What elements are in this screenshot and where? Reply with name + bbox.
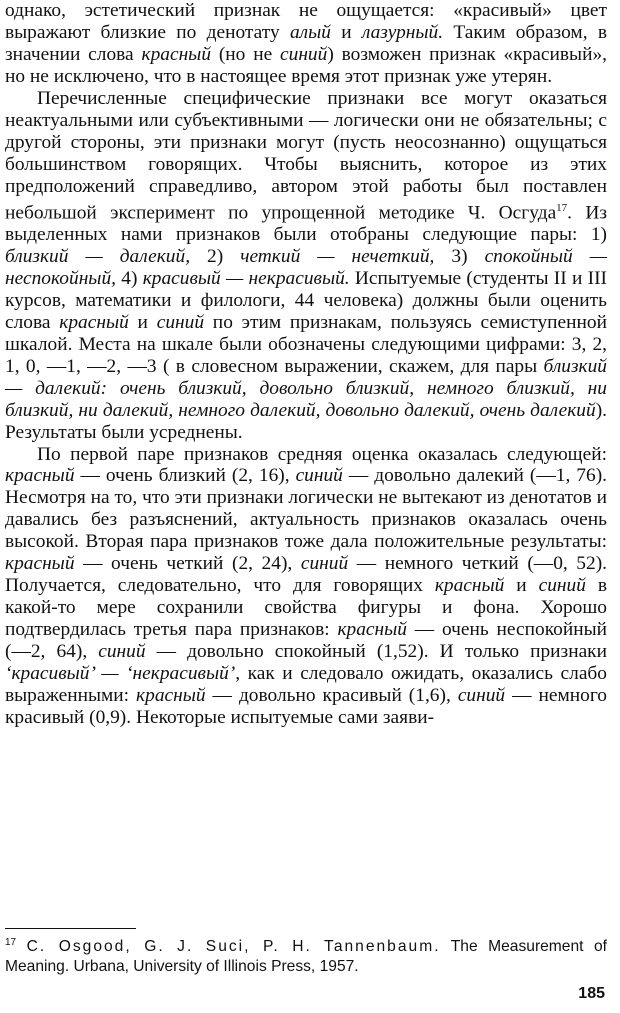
text-run: Таким образом, в значении слова xyxy=(5,21,607,65)
italic-text: красный xyxy=(136,685,206,707)
page-number: 185 xyxy=(578,985,605,1002)
text-run: ). Результаты были усреднены. xyxy=(5,399,607,443)
text-run: . Из выделенных нами признаков были отобраны следующие пары: 1) xyxy=(5,202,607,245)
paragraph xyxy=(5,88,607,444)
italic-text: синий xyxy=(538,575,586,597)
paragraph xyxy=(5,444,607,729)
text-run: 3) xyxy=(434,245,485,267)
italic-text: синий xyxy=(98,641,146,663)
text-run: — очень близкий (2, 16), xyxy=(74,465,296,487)
italic-text: близкий — далекий, xyxy=(5,245,191,267)
italic-text: красный xyxy=(59,311,129,333)
text-run: и xyxy=(128,311,157,333)
italic-text: красный xyxy=(337,619,407,641)
text-run: по этим признакам, пользуясь семиступенной шкалой. Места на шкале были обозначены следующими цифрами: 3, 2, 1, 0, —1, —2, —3 ( в словесном выражении, скажем, для пары xyxy=(5,311,607,377)
text-run: По первой паре признаков средняя оценка оказалась следующей: xyxy=(37,443,607,465)
italic-text: близкий — далекий: очень близкий, довольно близкий, немного близкий, ни близкий, ни далекий, немного далекий, довольно далекий, очень далекий xyxy=(5,355,607,421)
text-run: ) возможен признак «красивый», но не исключено, что в настоящее время этот признак уже утерян. xyxy=(5,43,607,87)
italic-text: синий xyxy=(457,685,506,707)
italic-text: ‘красивый’ — ‘некрасивый’, xyxy=(5,663,241,685)
body-text xyxy=(5,0,607,729)
text-run: 2) xyxy=(190,245,241,267)
footnote xyxy=(5,933,607,977)
italic-text: алый xyxy=(289,21,331,43)
text-run: Перечисленные специфические признаки все могут оказаться неактуальными или субъективными — логически они не обязательны; с другой стороны, эти признаки могут (пусть неосознанно) ощущаться большинством говорящих. Чтобы выяснить, которое из этих предположений справедливо, автором этой работы был поставлен небольшой эксперимент по упрощенной методике Ч. Осгуда xyxy=(5,87,607,224)
paragraph xyxy=(5,0,607,88)
text-run: 4) xyxy=(115,267,143,289)
text-run: — довольно далекий (—1, 76). Несмотря на то, что эти признаки логически не вытекают из денотатов и давались без разъяснений, актуальность признаков оказалась очень высокой. Вторая пара признаков тоже дала положительные результаты: xyxy=(5,465,607,553)
text-run: в какой-то мере сохранили свойства фигуры и фона. Хорошо подтвердилась третья пара признаков: xyxy=(5,575,607,641)
italic-text: красный xyxy=(141,43,212,65)
italic-text: спокойный — неспокойный, xyxy=(5,245,607,289)
footnote-separator xyxy=(5,928,136,929)
italic-text: красный xyxy=(5,465,75,487)
text-run: однако, эстетический признак не ощущается: «красивый» цвет выражают близкие по денотату xyxy=(5,0,607,43)
text-run: — немного четкий (—0, 52). Получается, следовательно, что для говорящих xyxy=(5,553,608,597)
footnote-mark: 17 xyxy=(5,937,17,948)
italic-text: синий xyxy=(300,553,349,575)
italic-text: красный xyxy=(5,553,75,575)
footnote-title: The Measurement of Meaning. Urbana, University of Illinois Press, 1957. xyxy=(5,938,607,976)
italic-text: синий xyxy=(295,465,343,487)
italic-text: лазурный. xyxy=(361,21,444,43)
italic-text: синий xyxy=(156,311,205,333)
text-run: и xyxy=(330,21,362,43)
text-run: (но не xyxy=(211,43,281,65)
text-run: — довольно красивый (1,6), xyxy=(205,685,458,707)
footnote-reference: 17 xyxy=(556,201,568,214)
text-run: — очень четкий (2, 24), xyxy=(74,553,301,575)
italic-text: синий xyxy=(280,43,328,65)
text-run: как и следовало ожидать, оказались слабо выраженными: xyxy=(5,663,607,707)
footnote-authors: C. Osgood, G. J. Suci, P. H. Tannenbaum. xyxy=(26,938,441,956)
text-run: — немного красивый (0,9). Некоторые испытуемые сами заяви- xyxy=(5,685,607,728)
text-run: Испытуемые (студенты II и III курсов, математики и филологи, 44 человека) должны были оценить слова xyxy=(5,267,607,333)
text-run: и xyxy=(504,575,539,597)
italic-text: красивый — некрасивый. xyxy=(142,267,350,289)
italic-text: четкий — нечеткий, xyxy=(240,245,435,267)
text-run: — очень неспокойный (—2, 64), xyxy=(5,619,607,663)
text-run: — довольно спокойный (1,52). И только признаки xyxy=(145,641,607,663)
italic-text: красный xyxy=(434,575,505,597)
